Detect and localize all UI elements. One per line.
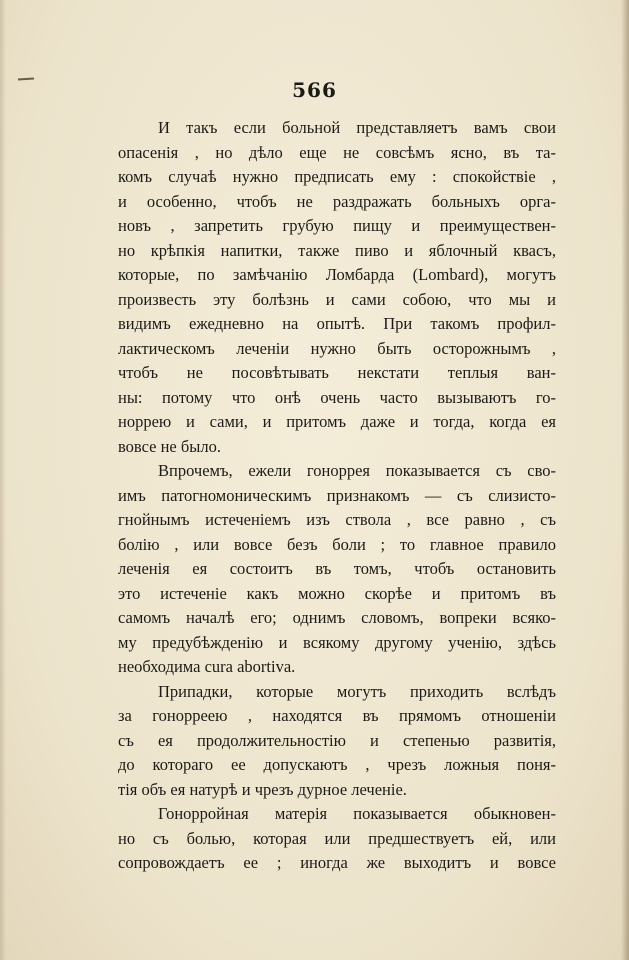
text-line: за гонорреею , находятся въ прямомъ отношеніи <box>118 706 556 725</box>
page-text <box>118 116 556 876</box>
text-line: И такъ если больной представляетъ вамъ свои <box>158 118 556 137</box>
text-line: Гонорройная матерія показывается обыкновен- <box>158 804 556 823</box>
text-line: которые, по замѣчанію Ломбарда (Lombard), могутъ <box>118 265 556 284</box>
page-left-edge-shadow <box>0 0 6 960</box>
text-line: ны: потому что онѣ очень часто вызываютъ го- <box>118 387 556 407</box>
text-line: опасенія , но дѣло еще не совсѣмъ ясно, въ та- <box>118 142 556 162</box>
text-line: необходима cura abortiva. <box>118 657 296 676</box>
text-line: сопровождаетъ ее ; иногда же выходитъ и вовсе <box>118 853 556 872</box>
text-line: имъ патогномоническимъ признакомъ — съ слизисто- <box>118 485 556 505</box>
text-line: новъ , запретить грубую пищу и преимуществен- <box>118 216 556 235</box>
text-line: самомъ началѣ его; однимъ словомъ, вопреки всяко- <box>118 608 556 627</box>
page-right-edge-shadow <box>621 0 629 960</box>
text-line: гнойнымъ истеченіемъ изъ ствола , все равно , съ <box>118 510 556 529</box>
text-line: норрею и сами, и притомъ даже и тогда, когда ея <box>118 412 556 431</box>
text-line: чтобъ не посовѣтывать некстати теплыя ван- <box>118 363 556 382</box>
text-line: Впрочемъ, ежели гоноррея показывается съ сво- <box>158 461 556 480</box>
text-line: болію , или вовсе безъ боли ; то главное правило <box>118 534 556 554</box>
paragraph <box>118 116 556 459</box>
text-line: до котораго ее допускаютъ , чрезъ ложныя поня- <box>118 755 556 774</box>
page-number: 566 <box>292 78 337 102</box>
text-line: леченія ея состоитъ въ томъ, чтобъ остановить <box>118 559 556 578</box>
text-line: лактическомъ леченіи нужно быть осторожнымъ , <box>118 338 556 358</box>
text-line: но съ болью, которая или предшествуетъ ей, или <box>118 828 556 848</box>
text-line: съ ея продолжительностію и степенью развитія, <box>118 730 556 750</box>
text-line: вовсе не было. <box>118 436 221 456</box>
text-line: но крѣпкія напитки, также пиво и яблочный квасъ, <box>118 240 556 260</box>
paragraph <box>118 459 556 680</box>
text-line: тія объ ея натурѣ и чрезъ дурное леченіе. <box>118 779 407 799</box>
text-line: произвесть эту болѣзнь и сами собою, что мы и <box>118 289 556 309</box>
paragraph <box>118 802 556 876</box>
text-line: Припадки, которые могутъ приходить вслѣдъ <box>158 681 556 701</box>
text-line: и особенно, чтобъ не раздражать больныхъ орга- <box>118 191 556 211</box>
text-line: видимъ ежедневно на опытѣ. При такомъ профил- <box>118 314 556 333</box>
text-line: му предубѣжденію и всякому другому ученію, здѣсь <box>118 632 556 652</box>
text-line: комъ случаѣ нужно предписать ему : спокойствіе , <box>118 167 556 186</box>
paragraph <box>118 680 556 803</box>
text-line: это истеченіе какъ можно скорѣе и притомъ въ <box>118 583 556 603</box>
